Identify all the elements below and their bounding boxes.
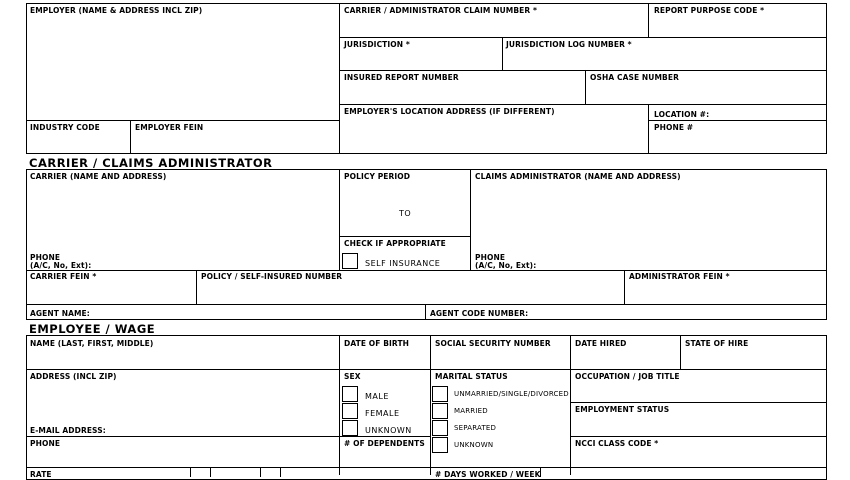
employer-phone-label: PHONE # [654, 123, 694, 132]
agent-name-label: AGENT NAME: [30, 309, 90, 318]
divider [680, 335, 681, 370]
rate-label: RATE [30, 470, 52, 479]
occupation-label: OCCUPATION / JOB TITLE [575, 372, 680, 381]
date-of-birth-label: DATE OF BIRTH [344, 339, 410, 348]
policy-period-to-label: TO [399, 209, 412, 218]
employee-section [26, 335, 827, 480]
divider [26, 120, 339, 121]
divider [648, 3, 649, 38]
employment-status-label: EMPLOYMENT STATUS [575, 405, 670, 414]
divider [502, 37, 503, 71]
employee-phone-label: PHONE [30, 439, 61, 448]
dependents-label: # OF DEPENDENTS [344, 439, 425, 448]
divider [570, 402, 827, 403]
divider [26, 436, 430, 437]
divider [26, 304, 827, 305]
claims-administrator-label: CLAIMS ADMINISTRATOR (NAME AND ADDRESS) [475, 172, 681, 181]
administrator-fein-label: ADMINISTRATOR FEIN * [629, 272, 730, 281]
divider [339, 104, 827, 105]
divider [196, 270, 197, 304]
divider [26, 369, 827, 370]
carrier-claim-number-label: CARRIER / ADMINISTRATOR CLAIM NUMBER * [344, 6, 537, 15]
sex-male-checkbox[interactable] [342, 386, 358, 402]
carrier-phone-label: PHONE [30, 253, 61, 262]
agent-code-number-label: AGENT CODE NUMBER: [430, 309, 529, 318]
report-purpose-code-label: REPORT PURPOSE CODE * [654, 6, 765, 15]
policy-number-label: POLICY / SELF-INSURED NUMBER [201, 272, 343, 281]
divider [425, 304, 426, 320]
divider [339, 335, 340, 475]
days-worked-label: # DAYS WORKED / WEEK [435, 470, 541, 479]
divider [339, 3, 340, 154]
divider [190, 467, 191, 477]
policy-period-label: POLICY PERIOD [344, 172, 411, 181]
employee-name-label: NAME (LAST, FIRST, MIDDLE) [30, 339, 154, 348]
divider [280, 467, 281, 477]
check-if-appropriate-label: CHECK IF APPROPRIATE [344, 239, 446, 248]
marital-status-label: MARITAL STATUS [435, 372, 508, 381]
sex-female-label: FEMALE [365, 409, 400, 418]
divider [430, 335, 431, 475]
ssn-label: SOCIAL SECURITY NUMBER [435, 339, 551, 348]
carrier-name-address-label: CARRIER (NAME AND ADDRESS) [30, 172, 167, 181]
employer-name-address-label: EMPLOYER (NAME & ADDRESS INCL ZIP) [30, 6, 203, 15]
marital-separated-checkbox[interactable] [432, 420, 448, 436]
marital-unmarried-checkbox[interactable] [432, 386, 448, 402]
ncci-class-code-label: NCCI CLASS CODE * [575, 439, 659, 448]
carrier-phone-format-label: (A/C, No, Ext): [30, 261, 92, 270]
jurisdiction-label: JURISDICTION * [344, 40, 410, 49]
industry-code-label: INDUSTRY CODE [30, 123, 100, 132]
divider [470, 169, 471, 271]
divider [26, 467, 827, 468]
jurisdiction-log-number-label: JURISDICTION LOG NUMBER * [506, 40, 632, 49]
divider [210, 467, 211, 477]
sex-female-checkbox[interactable] [342, 403, 358, 419]
self-insurance-label: SELF INSURANCE [365, 259, 441, 268]
divider [339, 37, 827, 38]
carrier-fein-label: CARRIER FEIN * [30, 272, 97, 281]
employee-address-label: ADDRESS (INCL ZIP) [30, 372, 117, 381]
employer-fein-label: EMPLOYER FEIN [135, 123, 204, 132]
carrier-section-title: CARRIER / CLAIMS ADMINISTRATOR [29, 156, 273, 170]
date-hired-label: DATE HIRED [575, 339, 627, 348]
marital-unknown-checkbox[interactable] [432, 437, 448, 453]
sex-male-label: MALE [365, 392, 389, 401]
self-insurance-checkbox[interactable] [342, 253, 358, 269]
state-of-hire-label: STATE OF HIRE [685, 339, 749, 348]
location-number-label: LOCATION #: [654, 110, 710, 119]
divider [339, 70, 827, 71]
divider [339, 236, 470, 237]
employer-location-address-label: EMPLOYER'S LOCATION ADDRESS (IF DIFFERENT) [344, 107, 555, 116]
employer-name-address-field[interactable] [27, 18, 338, 119]
marital-married-label: MARRIED [454, 407, 488, 415]
insured-report-number-label: INSURED REPORT NUMBER [344, 73, 459, 82]
divider [570, 436, 827, 437]
marital-married-checkbox[interactable] [432, 403, 448, 419]
sex-unknown-checkbox[interactable] [342, 420, 358, 436]
admin-phone-format-label: (A/C, No, Ext): [475, 261, 537, 270]
divider [585, 70, 586, 105]
sex-label: SEX [344, 372, 361, 381]
employee-section-title: EMPLOYEE / WAGE [29, 322, 156, 336]
email-label: E-MAIL ADDRESS: [30, 426, 106, 435]
divider [648, 120, 827, 121]
divider [130, 120, 131, 154]
divider [260, 467, 261, 477]
sex-unknown-label: UNKNOWN [365, 426, 412, 435]
admin-phone-label: PHONE [475, 253, 506, 262]
marital-separated-label: SEPARATED [454, 424, 497, 432]
marital-unmarried-label: UNMARRIED/SINGLE/DIVORCED [454, 390, 569, 398]
divider [570, 335, 571, 475]
divider [648, 104, 649, 154]
divider [624, 270, 625, 304]
divider [339, 169, 340, 271]
divider [26, 270, 827, 271]
marital-unknown-label: UNKNOWN [454, 441, 494, 449]
osha-case-number-label: OSHA CASE NUMBER [590, 73, 679, 82]
